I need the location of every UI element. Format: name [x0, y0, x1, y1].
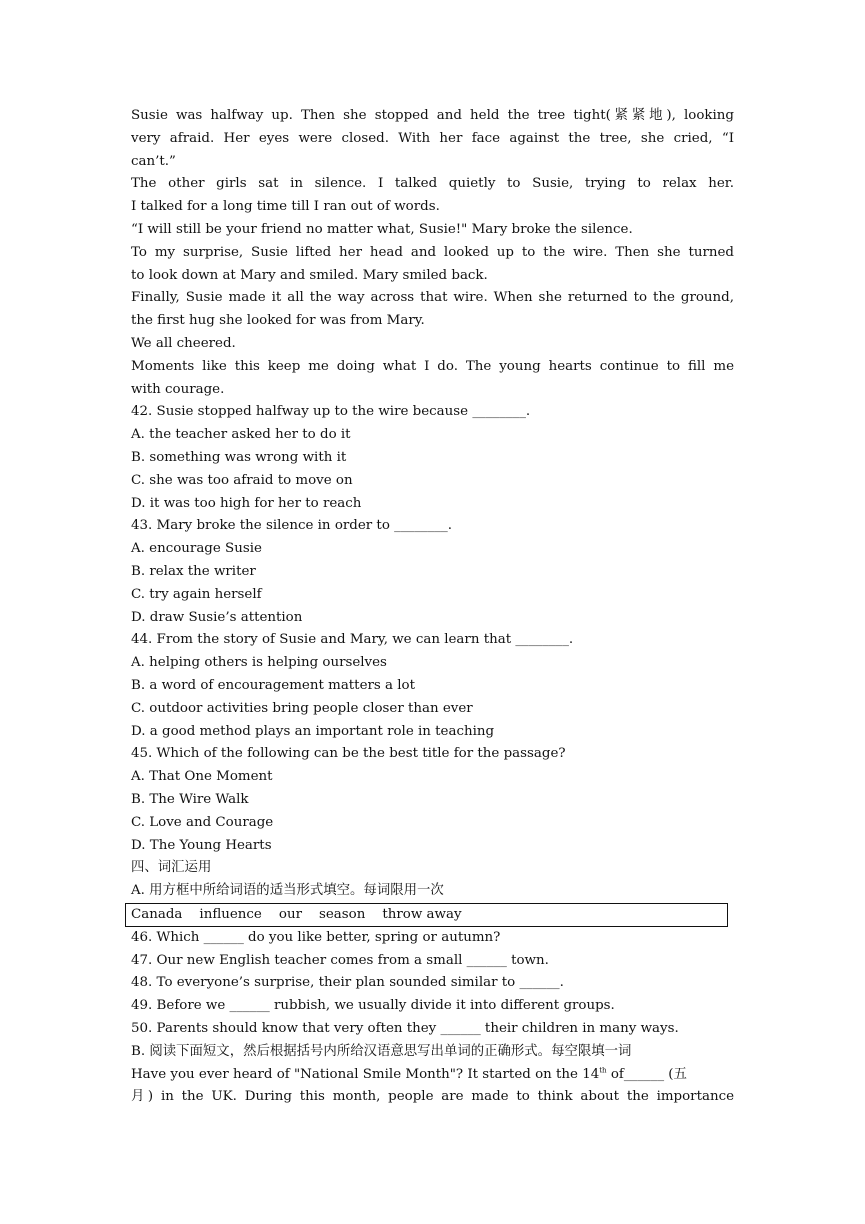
- answer-option: D. a good method plays an important role in teaching: [131, 723, 495, 739]
- passage-line: can’t.”: [131, 153, 176, 169]
- answer-option: C. Love and Courage: [131, 814, 274, 830]
- part-b-passage-line: 月) in the UK. During this month, people are made to think about the importance: [131, 1089, 734, 1105]
- answer-option: D. The Young Hearts: [131, 837, 272, 853]
- passage-line: To my surprise, Susie lifted her head and looked up to the wire. Then she turned: [131, 244, 734, 260]
- question-stem: 42. Susie stopped halfway up to the wire because ________.: [131, 404, 531, 420]
- answer-option: C. she was too afraid to move on: [131, 472, 353, 488]
- fill-blank-item: 47. Our new English teacher comes from a small ______ town.: [131, 952, 549, 968]
- vocabulary-section: [131, 857, 734, 1109]
- section-heading: 四、词汇运用: [131, 860, 212, 876]
- answer-option: B. relax the writer: [131, 563, 256, 579]
- word-box: Canada influence our season throw away: [125, 903, 728, 927]
- passage-line: Susie was halfway up. Then she stopped and held the tree tight(紧紧地), looking: [131, 108, 734, 123]
- question-43: [131, 515, 734, 629]
- passage-line: Finally, Susie made it all the way across that wire. When she returned to the ground,: [131, 290, 734, 306]
- passage-line: with courage.: [131, 381, 225, 397]
- question-stem: 45. Which of the following can be the best title for the passage?: [131, 746, 566, 762]
- passage-line: “I will still be your friend no matter what, Susie!" Mary broke the silence.: [131, 221, 633, 237]
- answer-option: B. something was wrong with it: [131, 449, 347, 465]
- passage-line: to look down at Mary and smiled. Mary smiled back.: [131, 267, 488, 283]
- text-fragment: Have you ever heard of "National Smile Month"? It started on the 14: [131, 1066, 600, 1082]
- answer-option: D. it was too high for her to reach: [131, 495, 362, 511]
- answer-option: B. The Wire Walk: [131, 791, 249, 807]
- document-body: [131, 105, 734, 1109]
- reading-passage: [131, 105, 734, 401]
- part-a-instruction: A. 用方框中所给词语的适当形式填空。每词限用一次: [131, 883, 444, 899]
- passage-line: The other girls sat in silence. I talked quietly to Susie, trying to relax her.: [131, 176, 734, 192]
- passage-line: I talked for a long time till I ran out of words.: [131, 199, 440, 215]
- answer-option: C. try again herself: [131, 586, 262, 602]
- part-b-passage-line: [131, 1064, 734, 1087]
- answer-option: D. draw Susie’s attention: [131, 609, 303, 625]
- answer-option: A. encourage Susie: [131, 541, 262, 557]
- ordinal-suffix: th: [599, 1066, 607, 1075]
- passage-line: Moments like this keep me doing what I do. The young hearts continue to fill me: [131, 358, 734, 374]
- question-stem: 44. From the story of Susie and Mary, we can learn that ________.: [131, 632, 574, 648]
- answer-option: A. helping others is helping ourselves: [131, 655, 387, 671]
- fill-blank-item: 46. Which ______ do you like better, spring or autumn?: [131, 929, 501, 945]
- question-45: [131, 743, 734, 857]
- answer-option: A. That One Moment: [131, 769, 273, 785]
- answer-option: A. the teacher asked her to do it: [131, 427, 351, 443]
- part-b-instruction: B. 阅读下面短文，然后根据括号内所给汉语意思写出单词的正确形式。每空限填一词: [131, 1043, 632, 1059]
- passage-line: the first hug she looked for was from Mary.: [131, 313, 425, 329]
- question-stem: 43. Mary broke the silence in order to ________.: [131, 518, 452, 534]
- fill-blank-item: 50. Parents should know that very often they ______ their children in many ways.: [131, 1021, 679, 1037]
- question-44: [131, 629, 734, 743]
- passage-line: We all cheered.: [131, 335, 236, 351]
- question-42: [131, 401, 734, 515]
- fill-blank-item: 48. To everyone’s surprise, their plan sounded similar to ______.: [131, 975, 564, 991]
- answer-option: B. a word of encouragement matters a lot: [131, 677, 415, 693]
- answer-option: C. outdoor activities bring people closer than ever: [131, 700, 473, 716]
- text-fragment: of______ (五: [606, 1066, 687, 1082]
- passage-line: very afraid. Her eyes were closed. With her face against the tree, she cried, “I: [131, 130, 734, 146]
- fill-blank-item: 49. Before we ______ rubbish, we usually divide it into different groups.: [131, 998, 615, 1014]
